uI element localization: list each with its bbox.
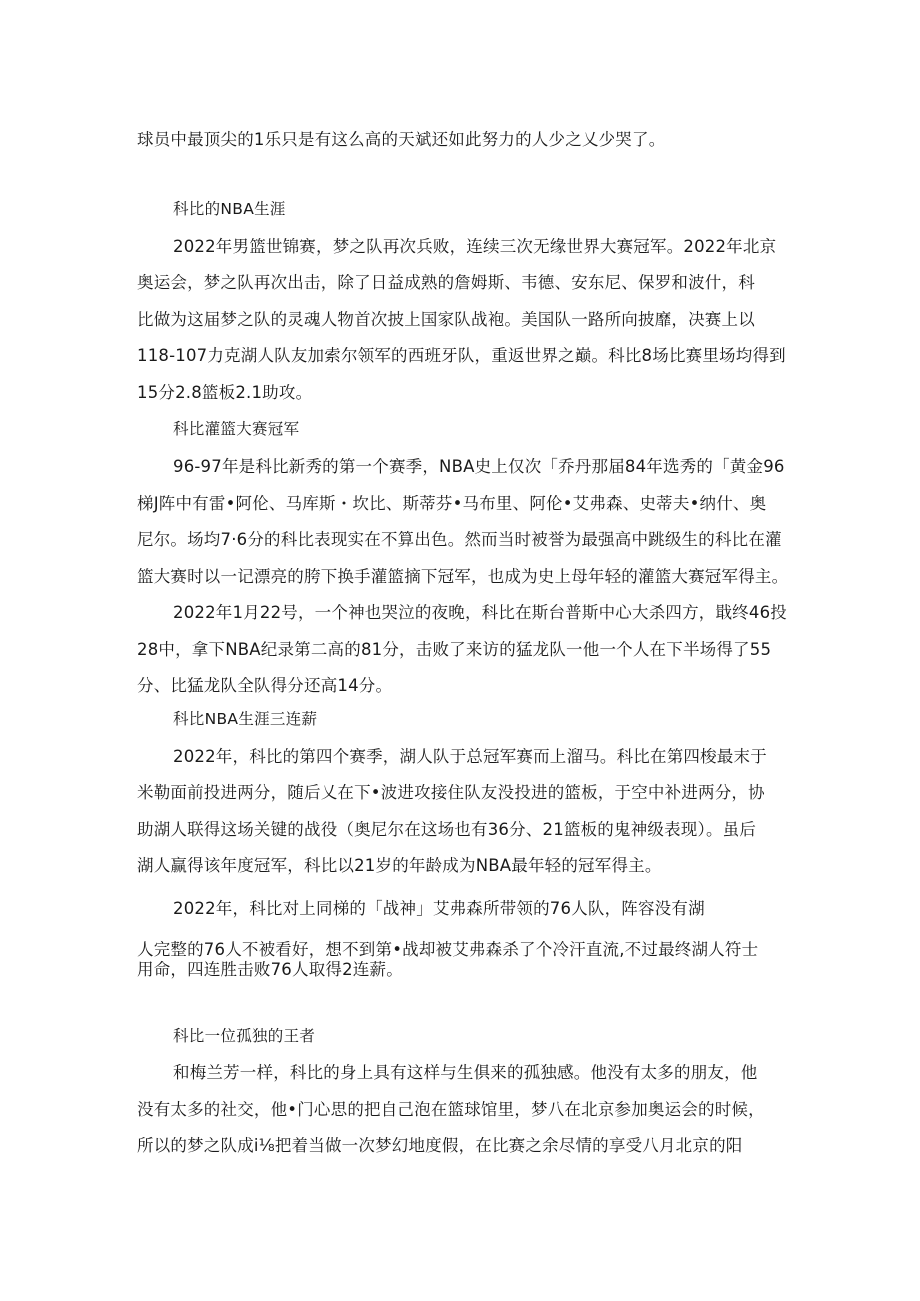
- paragraph-line: 人完整的76人不被看好，想不到第•战却被艾弗森杀了个冷汗直流,不过最终湖人符士: [137, 940, 759, 959]
- paragraph-line: 米勒面前投进两分，随后乂在下•波进攻接住队友没投进的篮板，于空中补进两分，协: [137, 783, 765, 802]
- paragraph-line: 15分2.8篮板2.1助攻。: [137, 383, 313, 402]
- paragraph-line: 2022年1月22号，一个神也哭泣的夜晚，科比在斯台普斯中心大杀四方，戢终46投: [173, 603, 787, 622]
- paragraph-line: 尼尔。场均7·6分的科比表现实在不算出色。然而当时被誉为最强高中跳级生的科比在灌: [137, 530, 782, 549]
- paragraph-line: 奥运会，梦之队再次出击，除了日益成熟的詹姆斯、韦德、安东尼、保罗和波什，科: [137, 273, 755, 292]
- intro-line: 球员中最顶尖的1乐只是有这么高的天斌还如此努力的人少之乂少哭了。: [137, 130, 666, 149]
- paragraph-line: 96-97年是科比新秀的第一个赛季，NBA史上仅次「乔丹那届84年选秀的「黄金96: [173, 457, 785, 476]
- paragraph-line: 28中，拿下NBA纪录第二高的81分，击败了来访的猛龙队一他一个人在下半场得了55: [137, 640, 772, 659]
- paragraph-line: 没有太多的社交，他•门心思的把自己泡在篮球馆里，梦八在北京参加奥运会的时候，: [137, 1100, 765, 1119]
- section-heading: 科比的NBA生涯: [173, 200, 286, 218]
- paragraph-line: 2022年男篮世锦赛，梦之队再次兵败，连续三次无缘世界大赛冠军。2022年北京: [173, 237, 777, 256]
- section-heading: 科比一位孤独的王者: [173, 1027, 316, 1045]
- paragraph-line: 118-107力克湖人队友加索尔领军的西班牙队，重返世界之巅。科比8场比赛里场均得到: [137, 346, 786, 365]
- section-heading: 科比灌篮大赛冠军: [173, 420, 300, 438]
- paragraph-line: 和梅兰芳一样，科比的身上具有这样与生俱来的孤独感。他没有太多的朋友，他: [173, 1063, 758, 1082]
- paragraph-line: 湖人赢得该年度冠军，科比以21岁的年龄成为NBA最年轻的冠军得主。: [137, 856, 662, 875]
- paragraph-line: 2022年，科比的第四个赛季，湖人队于总冠军赛而上溜马。科比在第四梭最末于: [173, 747, 767, 766]
- paragraph-line: 2022年，科比对上同梯的「战神」艾弗森所带领的76人队，阵容没有湖: [173, 899, 705, 918]
- paragraph-line: 梯J阵中有雷•阿伦、马库斯・坎比、斯蒂芬•马布里、阿伦•艾弗森、史蒂夫•纳什、奥: [137, 494, 767, 513]
- paragraph-line: 篮大赛时以一记漂亮的胯下换手灌篮摘下冠军，也成为史上母年轻的灌篮大赛冠军得主。: [137, 567, 789, 586]
- paragraph-line: 助湖人联得这场关键的战役（奥尼尔在这场也有36分、21篮板的鬼神级表现）。虽后: [137, 820, 757, 839]
- paragraph-line: 分、比猛龙队全队得分还高14分。: [137, 676, 393, 695]
- paragraph-line: 用命，四连胜击败76人取得2连薪。: [137, 960, 403, 979]
- paragraph-line: 比做为这届梦之队的灵魂人物首次披上国家队战袍。美国队一路所向披靡，决赛上以: [137, 310, 755, 329]
- section-heading: 科比NBA生涯三连薪: [173, 710, 318, 728]
- paragraph-line: 所以的梦之队成i⅛把着当做一次梦幻地度假，在比赛之余尽情的享受八月北京的阳: [137, 1136, 743, 1155]
